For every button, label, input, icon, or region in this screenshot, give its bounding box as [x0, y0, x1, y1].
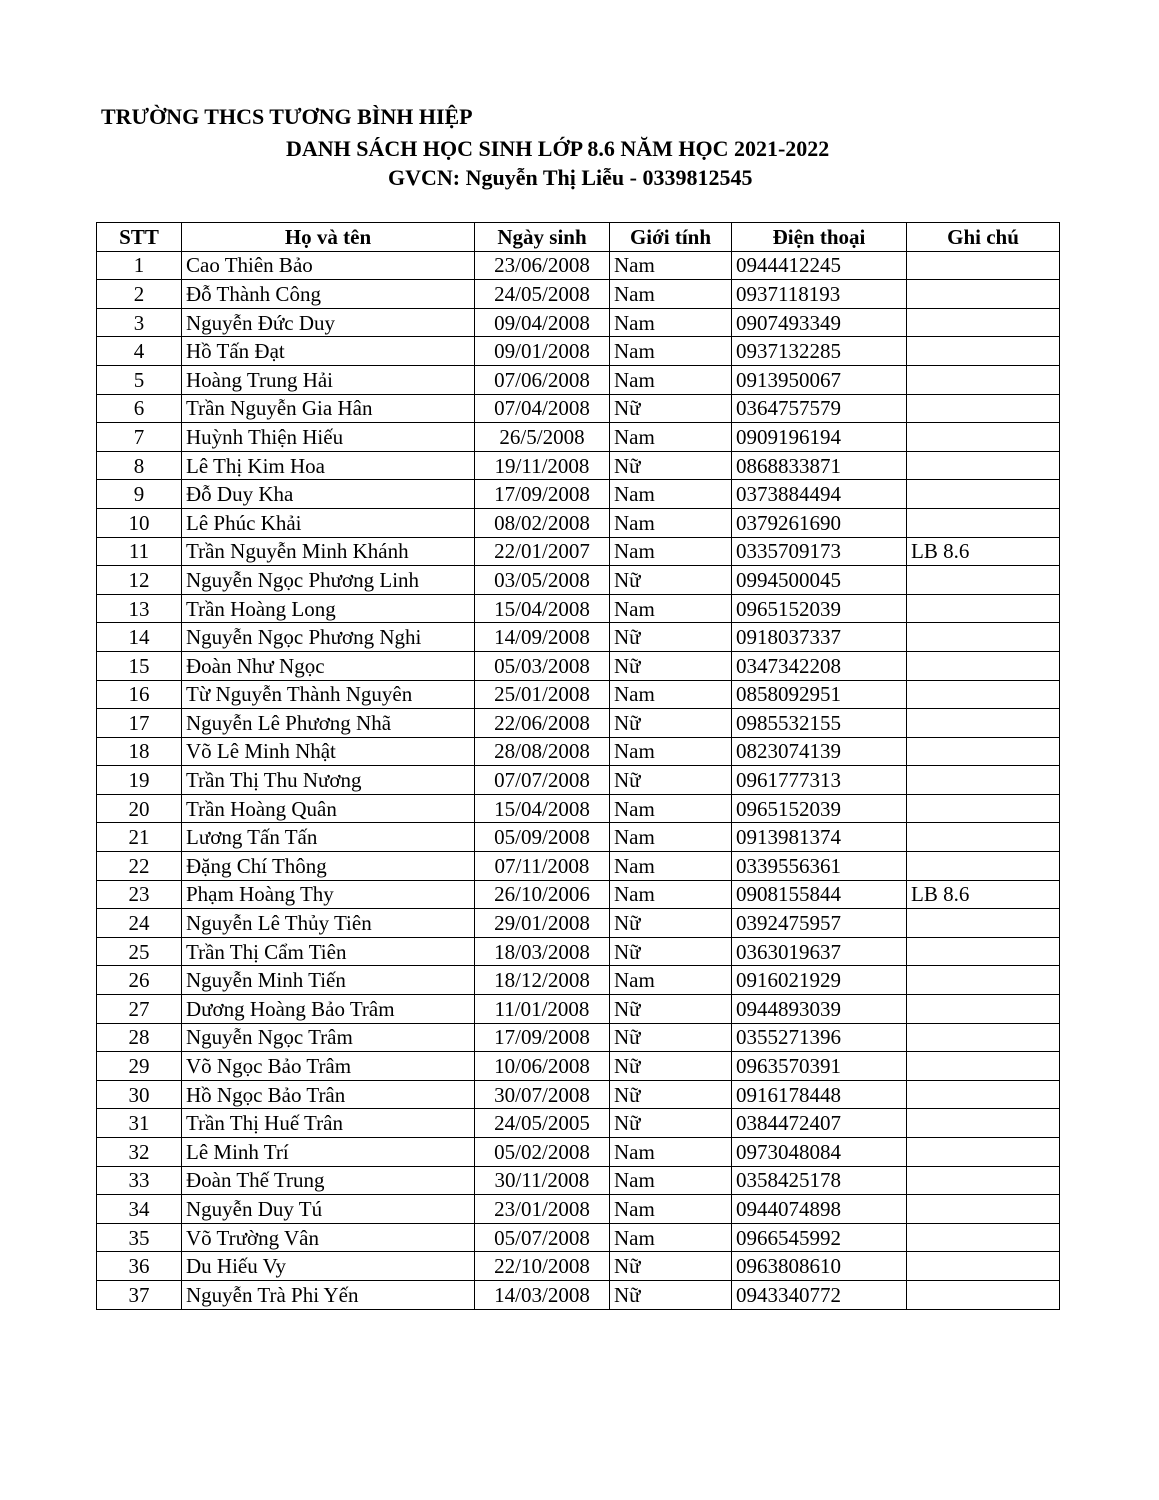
cell-stt: 36: [97, 1252, 182, 1281]
table-row: [97, 937, 1060, 966]
cell-name: Trần Thị Thu Nương: [182, 766, 475, 795]
cell-note: [907, 1195, 1060, 1224]
cell-phone: 0363019637: [732, 937, 907, 966]
cell-gender: Nam: [610, 1138, 732, 1167]
cell-phone: 0868833871: [732, 451, 907, 480]
table-row: [97, 1195, 1060, 1224]
cell-stt: 9: [97, 480, 182, 509]
table-row: [97, 1223, 1060, 1252]
column-header-note: Ghi chú: [907, 223, 1060, 252]
cell-stt: 30: [97, 1080, 182, 1109]
table-row: [97, 508, 1060, 537]
cell-name: Nguyễn Lê Thủy Tiên: [182, 909, 475, 938]
cell-name: Nguyễn Lê Phương Nhã: [182, 709, 475, 738]
cell-name: Nguyễn Duy Tú: [182, 1195, 475, 1224]
table-row: [97, 880, 1060, 909]
cell-phone: 0973048084: [732, 1138, 907, 1167]
table-row: [97, 394, 1060, 423]
cell-dob: 26/10/2006: [475, 880, 610, 909]
cell-dob: 03/05/2008: [475, 566, 610, 595]
cell-phone: 0908155844: [732, 880, 907, 909]
cell-stt: 4: [97, 337, 182, 366]
cell-gender: Nữ: [610, 1252, 732, 1281]
cell-gender: Nam: [610, 594, 732, 623]
cell-dob: 19/11/2008: [475, 451, 610, 480]
cell-name: Huỳnh Thiện Hiếu: [182, 423, 475, 452]
cell-gender: Nữ: [610, 651, 732, 680]
cell-gender: Nam: [610, 680, 732, 709]
cell-name: Phạm Hoàng Thy: [182, 880, 475, 909]
cell-name: Du Hiếu Vy: [182, 1252, 475, 1281]
cell-gender: Nam: [610, 794, 732, 823]
table-row: [97, 566, 1060, 595]
cell-name: Đặng Chí Thông: [182, 852, 475, 881]
table-row: [97, 680, 1060, 709]
cell-dob: 09/04/2008: [475, 308, 610, 337]
cell-gender: Nữ: [610, 709, 732, 738]
cell-phone: 0335709173: [732, 537, 907, 566]
cell-phone: 0358425178: [732, 1166, 907, 1195]
cell-gender: Nam: [610, 308, 732, 337]
cell-dob: 07/11/2008: [475, 852, 610, 881]
cell-note: [907, 451, 1060, 480]
cell-gender: Nữ: [610, 1052, 732, 1081]
cell-note: [907, 365, 1060, 394]
cell-name: Lương Tấn Tấn: [182, 823, 475, 852]
cell-gender: Nam: [610, 537, 732, 566]
cell-stt: 27: [97, 995, 182, 1024]
table-row: [97, 737, 1060, 766]
cell-phone: 0373884494: [732, 480, 907, 509]
cell-note: [907, 937, 1060, 966]
cell-gender: Nam: [610, 1166, 732, 1195]
cell-stt: 7: [97, 423, 182, 452]
cell-stt: 28: [97, 1023, 182, 1052]
table-header-row: [97, 223, 1060, 252]
cell-name: Hồ Tấn Đạt: [182, 337, 475, 366]
cell-stt: 11: [97, 537, 182, 566]
cell-name: Cao Thiên Bảo: [182, 251, 475, 280]
cell-phone: 0909196194: [732, 423, 907, 452]
cell-dob: 22/01/2007: [475, 537, 610, 566]
cell-phone: 0944412245: [732, 251, 907, 280]
cell-phone: 0347342208: [732, 651, 907, 680]
cell-dob: 23/01/2008: [475, 1195, 610, 1224]
cell-stt: 17: [97, 709, 182, 738]
cell-gender: Nữ: [610, 394, 732, 423]
cell-dob: 07/07/2008: [475, 766, 610, 795]
cell-stt: 16: [97, 680, 182, 709]
cell-name: Nguyễn Ngọc Phương Nghi: [182, 623, 475, 652]
cell-name: Võ Ngọc Bảo Trâm: [182, 1052, 475, 1081]
cell-phone: 0339556361: [732, 852, 907, 881]
table-row: [97, 594, 1060, 623]
cell-phone: 0965152039: [732, 794, 907, 823]
cell-dob: 28/08/2008: [475, 737, 610, 766]
cell-phone: 0943340772: [732, 1280, 907, 1309]
cell-dob: 24/05/2005: [475, 1109, 610, 1138]
school-name: TRƯỜNG THCS TƯƠNG BÌNH HIỆP: [101, 104, 473, 129]
document-title: DANH SÁCH HỌC SINH LỚP 8.6 NĂM HỌC 2021-2022: [286, 136, 830, 161]
cell-gender: Nữ: [610, 995, 732, 1024]
cell-phone: 0918037337: [732, 623, 907, 652]
cell-gender: Nữ: [610, 1023, 732, 1052]
cell-name: Lê Phúc Khải: [182, 508, 475, 537]
cell-gender: Nam: [610, 365, 732, 394]
column-header-dob: Ngày sinh: [475, 223, 610, 252]
cell-note: [907, 566, 1060, 595]
table-row: [97, 1166, 1060, 1195]
cell-dob: 05/09/2008: [475, 823, 610, 852]
cell-gender: Nam: [610, 423, 732, 452]
cell-stt: 21: [97, 823, 182, 852]
column-header-gender: Giới tính: [610, 223, 732, 252]
cell-dob: 24/05/2008: [475, 280, 610, 309]
cell-dob: 17/09/2008: [475, 480, 610, 509]
cell-name: Võ Trường Vân: [182, 1223, 475, 1252]
cell-note: [907, 308, 1060, 337]
cell-dob: 15/04/2008: [475, 794, 610, 823]
cell-stt: 25: [97, 937, 182, 966]
table-row: [97, 651, 1060, 680]
table-row: [97, 794, 1060, 823]
table-row: [97, 1052, 1060, 1081]
cell-stt: 3: [97, 308, 182, 337]
cell-note: [907, 794, 1060, 823]
cell-stt: 6: [97, 394, 182, 423]
table-row: [97, 451, 1060, 480]
cell-note: [907, 337, 1060, 366]
cell-dob: 18/12/2008: [475, 966, 610, 995]
cell-note: [907, 480, 1060, 509]
cell-name: Trần Hoàng Long: [182, 594, 475, 623]
cell-stt: 14: [97, 623, 182, 652]
cell-dob: 30/07/2008: [475, 1080, 610, 1109]
cell-note: [907, 1138, 1060, 1167]
cell-name: Đoàn Như Ngọc: [182, 651, 475, 680]
cell-note: [907, 1252, 1060, 1281]
cell-phone: 0961777313: [732, 766, 907, 795]
table-row: [97, 1252, 1060, 1281]
table-row: [97, 852, 1060, 881]
cell-name: Dương Hoàng Bảo Trâm: [182, 995, 475, 1024]
cell-note: [907, 966, 1060, 995]
cell-gender: Nam: [610, 480, 732, 509]
table-row: [97, 337, 1060, 366]
cell-note: [907, 423, 1060, 452]
cell-gender: Nữ: [610, 909, 732, 938]
cell-gender: Nam: [610, 880, 732, 909]
cell-dob: 07/04/2008: [475, 394, 610, 423]
cell-stt: 2: [97, 280, 182, 309]
cell-stt: 26: [97, 966, 182, 995]
cell-stt: 5: [97, 365, 182, 394]
cell-note: [907, 1023, 1060, 1052]
cell-dob: 22/06/2008: [475, 709, 610, 738]
table-row: [97, 823, 1060, 852]
homeroom-teacher: GVCN: Nguyễn Thị Liễu - 0339812545: [388, 165, 753, 190]
table-body: [97, 251, 1060, 1309]
cell-note: [907, 995, 1060, 1024]
cell-name: Trần Hoàng Quân: [182, 794, 475, 823]
cell-stt: 19: [97, 766, 182, 795]
cell-stt: 8: [97, 451, 182, 480]
table-row: [97, 709, 1060, 738]
table-row: [97, 423, 1060, 452]
cell-note: [907, 280, 1060, 309]
cell-note: [907, 394, 1060, 423]
cell-name: Lê Minh Trí: [182, 1138, 475, 1167]
cell-name: Đoàn Thế Trung: [182, 1166, 475, 1195]
cell-stt: 35: [97, 1223, 182, 1252]
cell-stt: 34: [97, 1195, 182, 1224]
cell-name: Võ Lê Minh Nhật: [182, 737, 475, 766]
cell-dob: 23/06/2008: [475, 251, 610, 280]
cell-note: [907, 1080, 1060, 1109]
cell-stt: 22: [97, 852, 182, 881]
cell-gender: Nữ: [610, 937, 732, 966]
cell-phone: 0994500045: [732, 566, 907, 595]
cell-name: Nguyễn Minh Tiến: [182, 966, 475, 995]
cell-dob: 05/07/2008: [475, 1223, 610, 1252]
table-row: [97, 537, 1060, 566]
cell-note: [907, 909, 1060, 938]
cell-phone: 0966545992: [732, 1223, 907, 1252]
cell-note: [907, 852, 1060, 881]
cell-note: [907, 651, 1060, 680]
cell-dob: 08/02/2008: [475, 508, 610, 537]
cell-gender: Nam: [610, 737, 732, 766]
table-row: [97, 365, 1060, 394]
cell-note: [907, 709, 1060, 738]
table-row: [97, 280, 1060, 309]
cell-gender: Nữ: [610, 623, 732, 652]
table-row: [97, 623, 1060, 652]
table-row: [97, 1138, 1060, 1167]
cell-dob: 05/03/2008: [475, 651, 610, 680]
cell-note: LB 8.6: [907, 880, 1060, 909]
cell-dob: 05/02/2008: [475, 1138, 610, 1167]
table-row: [97, 995, 1060, 1024]
cell-name: Hồ Ngọc Bảo Trân: [182, 1080, 475, 1109]
cell-gender: Nam: [610, 1195, 732, 1224]
cell-name: Từ Nguyễn Thành Nguyên: [182, 680, 475, 709]
cell-name: Trần Nguyễn Minh Khánh: [182, 537, 475, 566]
cell-note: [907, 737, 1060, 766]
cell-note: [907, 623, 1060, 652]
cell-gender: Nữ: [610, 766, 732, 795]
cell-phone: 0965152039: [732, 594, 907, 623]
cell-stt: 37: [97, 1280, 182, 1309]
cell-dob: 22/10/2008: [475, 1252, 610, 1281]
cell-phone: 0963808610: [732, 1252, 907, 1281]
cell-gender: Nam: [610, 852, 732, 881]
cell-note: [907, 1223, 1060, 1252]
column-header-phone: Điện thoại: [732, 223, 907, 252]
table-row: [97, 909, 1060, 938]
cell-note: [907, 823, 1060, 852]
cell-phone: 0913981374: [732, 823, 907, 852]
cell-stt: 33: [97, 1166, 182, 1195]
cell-stt: 12: [97, 566, 182, 595]
cell-phone: 0937132285: [732, 337, 907, 366]
cell-dob: 07/06/2008: [475, 365, 610, 394]
cell-name: Nguyễn Đức Duy: [182, 308, 475, 337]
cell-phone: 0963570391: [732, 1052, 907, 1081]
cell-gender: Nam: [610, 508, 732, 537]
cell-name: Đỗ Duy Kha: [182, 480, 475, 509]
cell-name: Đỗ Thành Công: [182, 280, 475, 309]
cell-phone: 0355271396: [732, 1023, 907, 1052]
cell-dob: 10/06/2008: [475, 1052, 610, 1081]
cell-gender: Nữ: [610, 1280, 732, 1309]
table-row: [97, 1280, 1060, 1309]
cell-dob: 25/01/2008: [475, 680, 610, 709]
cell-dob: 29/01/2008: [475, 909, 610, 938]
cell-name: Nguyễn Ngọc Trâm: [182, 1023, 475, 1052]
cell-stt: 31: [97, 1109, 182, 1138]
cell-gender: Nam: [610, 966, 732, 995]
cell-phone: 0907493349: [732, 308, 907, 337]
student-table: [96, 222, 1060, 1310]
cell-stt: 24: [97, 909, 182, 938]
table-row: [97, 308, 1060, 337]
cell-phone: 0937118193: [732, 280, 907, 309]
cell-note: [907, 680, 1060, 709]
cell-dob: 15/04/2008: [475, 594, 610, 623]
table-row: [97, 480, 1060, 509]
cell-gender: Nữ: [610, 451, 732, 480]
cell-gender: Nữ: [610, 1080, 732, 1109]
cell-stt: 10: [97, 508, 182, 537]
table-row: [97, 251, 1060, 280]
cell-dob: 14/03/2008: [475, 1280, 610, 1309]
cell-phone: 0944893039: [732, 995, 907, 1024]
cell-stt: 13: [97, 594, 182, 623]
cell-dob: 09/01/2008: [475, 337, 610, 366]
cell-note: [907, 594, 1060, 623]
cell-gender: Nữ: [610, 566, 732, 595]
cell-name: Nguyễn Trà Phi Yến: [182, 1280, 475, 1309]
cell-phone: 0379261690: [732, 508, 907, 537]
cell-phone: 0913950067: [732, 365, 907, 394]
cell-note: LB 8.6: [907, 537, 1060, 566]
cell-stt: 20: [97, 794, 182, 823]
table-row: [97, 1080, 1060, 1109]
cell-gender: Nam: [610, 823, 732, 852]
cell-phone: 0944074898: [732, 1195, 907, 1224]
column-header-stt: STT: [97, 223, 182, 252]
table-row: [97, 966, 1060, 995]
cell-gender: Nam: [610, 337, 732, 366]
cell-note: [907, 766, 1060, 795]
cell-dob: 17/09/2008: [475, 1023, 610, 1052]
cell-stt: 1: [97, 251, 182, 280]
cell-stt: 29: [97, 1052, 182, 1081]
cell-gender: Nam: [610, 251, 732, 280]
cell-name: Nguyễn Ngọc Phương Linh: [182, 566, 475, 595]
cell-name: Trần Nguyễn Gia Hân: [182, 394, 475, 423]
cell-note: [907, 508, 1060, 537]
cell-dob: 11/01/2008: [475, 995, 610, 1024]
cell-dob: 30/11/2008: [475, 1166, 610, 1195]
cell-name: Lê Thị Kim Hoa: [182, 451, 475, 480]
cell-gender: Nam: [610, 280, 732, 309]
cell-dob: 14/09/2008: [475, 623, 610, 652]
cell-phone: 0916178448: [732, 1080, 907, 1109]
cell-note: [907, 1052, 1060, 1081]
cell-phone: 0916021929: [732, 966, 907, 995]
cell-stt: 32: [97, 1138, 182, 1167]
table-row: [97, 766, 1060, 795]
cell-dob: 18/03/2008: [475, 937, 610, 966]
cell-stt: 18: [97, 737, 182, 766]
cell-note: [907, 251, 1060, 280]
table-row: [97, 1023, 1060, 1052]
cell-phone: 0364757579: [732, 394, 907, 423]
cell-phone: 0392475957: [732, 909, 907, 938]
cell-note: [907, 1109, 1060, 1138]
cell-name: Trần Thị Huế Trân: [182, 1109, 475, 1138]
cell-gender: Nam: [610, 1223, 732, 1252]
cell-stt: 15: [97, 651, 182, 680]
cell-name: Hoàng Trung Hải: [182, 365, 475, 394]
cell-gender: Nữ: [610, 1109, 732, 1138]
cell-note: [907, 1280, 1060, 1309]
cell-phone: 0823074139: [732, 737, 907, 766]
cell-dob: 26/5/2008: [475, 423, 610, 452]
cell-phone: 0858092951: [732, 680, 907, 709]
table-row: [97, 1109, 1060, 1138]
cell-phone: 0384472407: [732, 1109, 907, 1138]
cell-note: [907, 1166, 1060, 1195]
column-header-name: Họ và tên: [182, 223, 475, 252]
cell-phone: 0985532155: [732, 709, 907, 738]
cell-stt: 23: [97, 880, 182, 909]
cell-name: Trần Thị Cẩm Tiên: [182, 937, 475, 966]
